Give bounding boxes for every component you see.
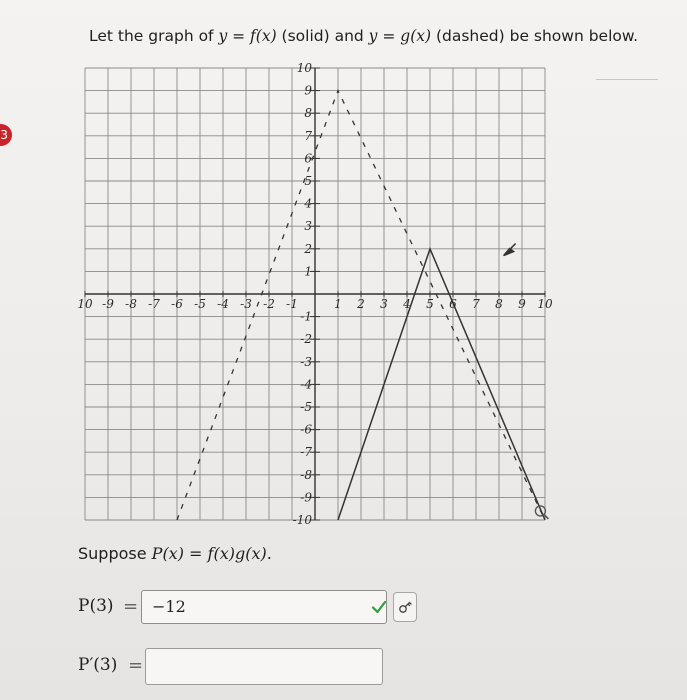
x-tick-label: -7 — [148, 297, 160, 311]
y-tick-label: 8 — [304, 106, 312, 121]
equals-sign: = — [128, 655, 144, 676]
x-tick-label: 8 — [495, 297, 503, 311]
x-tick-label: 4 — [403, 297, 411, 311]
x-tick-label: 1 — [334, 297, 342, 311]
y-tick-label: 6 — [304, 151, 312, 166]
pointer-cursor-icon — [504, 244, 516, 256]
x-tick-label: 9 — [518, 297, 526, 311]
x-tick-label: 6 — [449, 297, 457, 311]
y-tick-label: 9 — [304, 83, 312, 98]
x-tick-label: 10 — [537, 297, 553, 311]
x-tick-label: 7 — [472, 297, 480, 311]
question-number-badge[interactable]: 3 — [0, 124, 12, 146]
y-tick-label: 2 — [304, 241, 312, 256]
y-tick-label: -8 — [300, 467, 312, 482]
answer-row-p — [78, 590, 438, 626]
equals-sign: = — [123, 596, 139, 617]
y-tick-label: 1 — [304, 264, 312, 279]
y-tick-label: 7 — [304, 128, 312, 143]
y-tick-label: -10 — [292, 513, 312, 527]
check-icon — [371, 599, 387, 615]
y-tick-label: -3 — [300, 354, 312, 369]
hint-button[interactable] — [393, 592, 417, 622]
y-tick-label: -1 — [300, 309, 312, 324]
y-tick-label: 3 — [304, 219, 312, 234]
divider-line — [596, 79, 658, 80]
x-tick-label: -1 — [286, 297, 298, 311]
answer-input-p-prime[interactable] — [145, 648, 383, 685]
y-tick-label: 10 — [296, 61, 312, 75]
answer-input-p[interactable]: −12 — [141, 590, 387, 624]
y-tick-label: -2 — [300, 332, 312, 347]
graph-canvas — [75, 60, 555, 530]
question-prompt: Let the graph of y = f(x) (solid) and y = g(x) (dashed) be shown below. — [89, 27, 639, 45]
y-tick-label: -9 — [300, 490, 312, 505]
x-tick-label: 10 — [77, 297, 93, 311]
definition-text: Suppose P(x) = f(x)g(x). — [78, 544, 272, 563]
x-tick-label: -8 — [125, 297, 137, 311]
answer-label-p: P(3) — [78, 596, 114, 616]
y-tick-label: -6 — [300, 422, 312, 437]
function-graph — [75, 60, 555, 530]
y-tick-label: 4 — [304, 196, 312, 211]
x-tick-label: 3 — [380, 297, 388, 311]
x-tick-label: -3 — [240, 297, 252, 311]
x-tick-label: -2 — [263, 297, 275, 311]
y-tick-label: 5 — [304, 174, 312, 188]
x-tick-label: 2 — [357, 297, 365, 311]
x-tick-label: -9 — [102, 297, 114, 311]
x-tick-label: -6 — [171, 297, 183, 311]
y-tick-label: -5 — [300, 400, 312, 414]
answer-label-p-prime: P′(3) — [78, 655, 118, 675]
x-tick-label: -4 — [217, 297, 229, 311]
y-tick-label: -4 — [300, 377, 312, 392]
x-tick-label: 5 — [426, 297, 434, 311]
x-tick-label: -5 — [194, 297, 206, 311]
answer-row-p-prime — [78, 648, 438, 686]
y-tick-label: -7 — [300, 445, 312, 460]
key-icon — [394, 593, 416, 621]
